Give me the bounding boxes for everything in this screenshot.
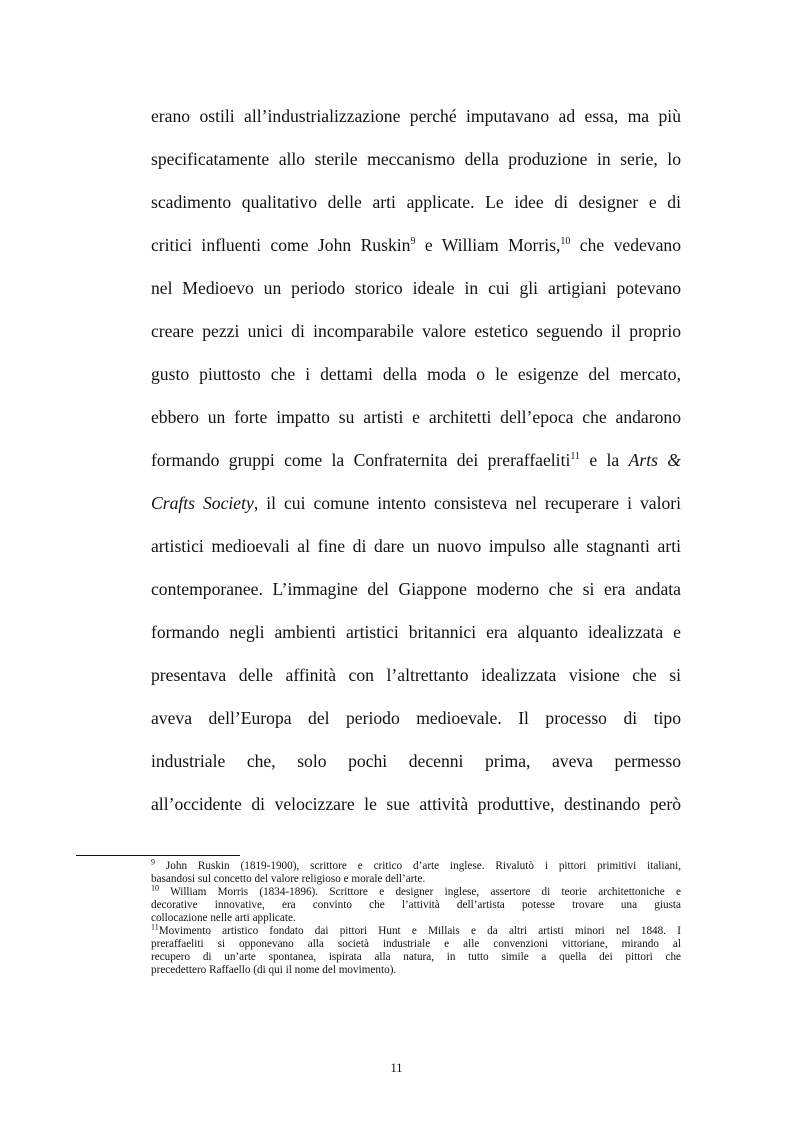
text-line: gusto piuttosto che i dettami della moda o le esigenze del mercato, — [151, 364, 681, 384]
footnote-text: Movimento artistico fondato dai pittori Hunt e Millais e da altri artisti minori nel 1848. I — [158, 925, 681, 937]
italic-title: Crafts Society — [151, 493, 254, 513]
text-line: presentava delle affinità con l’altrettanto idealizzata visione che si — [151, 665, 681, 685]
footnote-10 — [151, 883, 681, 925]
text-line: all’occidente di velocizzare le sue attività produttive, destinando però — [151, 794, 681, 814]
text-line: scadimento qualitativo delle arti applicate. Le idee di designer e di — [151, 192, 681, 212]
text-line: artistici medioevali al fine di dare un nuovo impulso alle stagnanti arti — [151, 536, 681, 556]
footnote-text: John Ruskin (1819-1900), scrittore e critico d’arte inglese. Rivalutò i pittori primitivi italiani, — [155, 860, 681, 872]
text-run: , il cui comune intento consisteva nel recuperare i valori — [253, 493, 682, 513]
text-line: contemporanee. L’immagine del Giappone moderno che si era andata — [151, 579, 681, 599]
footnote-ref-10[interactable]: 10 — [560, 236, 571, 248]
text-line — [151, 482, 681, 525]
text-line: nel Medioevo un periodo storico ideale in cui gli artigiani potevano — [151, 278, 681, 298]
text-line: creare pezzi unici di incomparabile valore estetico seguendo il proprio — [151, 321, 681, 341]
text-run: e la — [579, 450, 629, 470]
text-line — [151, 439, 681, 482]
footnote-line: recupero di un’arte spontanea, ispirata alla natura, in tutto simile a quella dei pittori che — [151, 951, 681, 963]
footnote-9 — [151, 857, 681, 886]
body-text — [151, 95, 681, 826]
footnote-ref-9[interactable]: 9 — [410, 236, 416, 248]
text-line: aveva dell’Europa del periodo medioevale. Il processo di tipo — [151, 708, 681, 728]
footnote-text: William Morris (1834-1896). Scrittore e designer inglese, assertore di teorie architettoniche e — [159, 886, 681, 898]
footnote-line: preraffaeliti si opponevano alla società industriale e alle convenzioni vittoriane, mirando al — [151, 938, 681, 950]
footnote-line — [151, 883, 681, 899]
footnote-line: basandosi sul concetto del valore religioso e morale dell’arte. — [151, 873, 426, 885]
text-run: e William Morris, — [415, 235, 561, 255]
text-run: formando gruppi come la Confraternita dei preraffaeliti — [151, 450, 571, 470]
footnote-line — [151, 857, 681, 873]
footnote-line: decorative innovative, era convinto che l’attività dell’artista potesse trovare una giusta — [151, 899, 681, 911]
text-line: specificatamente allo sterile meccanismo della produzione in serie, lo — [151, 149, 681, 169]
text-run: critici influenti come John Ruskin — [151, 235, 411, 255]
text-line — [151, 224, 681, 267]
footnote-line: collocazione nelle arti applicate. — [151, 912, 296, 924]
italic-title: Arts & — [628, 450, 681, 470]
footnote-number: 10 — [151, 883, 159, 893]
page-number: 11 — [390, 1061, 403, 1075]
footnotes — [151, 857, 681, 977]
footnote-separator — [76, 855, 240, 856]
footnote-number: 9 — [151, 857, 155, 867]
footnote-line — [151, 922, 681, 938]
footnote-ref-11[interactable]: 11 — [570, 451, 580, 463]
text-line: industriale che, solo pochi decenni prima, aveva permesso — [151, 751, 681, 771]
text-line: erano ostili all’industrializzazione perché imputavano ad essa, ma più — [151, 106, 681, 126]
text-line: formando negli ambienti artistici britannici era alquanto idealizzata e — [151, 622, 681, 642]
text-run: che vedevano — [570, 235, 681, 255]
footnote-number: 11 — [151, 922, 159, 932]
text-line: ebbero un forte impatto su artisti e architetti dell’epoca che andarono — [151, 407, 681, 427]
footnote-line: precedettero Raffaello (di qui il nome del movimento). — [151, 964, 397, 976]
footnote-11 — [151, 922, 681, 977]
